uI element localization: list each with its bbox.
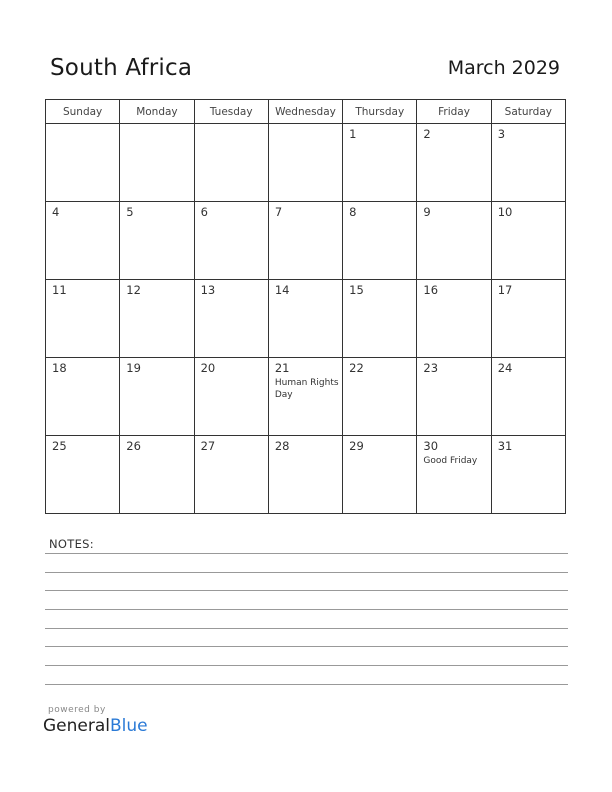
day-cell: [120, 124, 194, 202]
notes-label: NOTES:: [49, 537, 94, 551]
weekday-thursday: Thursday: [343, 100, 417, 124]
day-cell: [417, 436, 491, 514]
day-cell: [46, 280, 120, 358]
day-number: 2: [423, 127, 431, 141]
week-row: [46, 436, 566, 514]
day-number: 23: [423, 361, 439, 375]
day-cell: [194, 202, 268, 280]
day-number: 15: [349, 283, 364, 297]
day-cell: [491, 436, 565, 514]
day-cell: [46, 436, 120, 514]
day-number: 31: [497, 439, 513, 453]
day-number: 3: [497, 127, 506, 141]
day-number: 26: [126, 439, 141, 453]
day-cell: [46, 124, 120, 202]
day-number: 11: [52, 283, 67, 297]
day-cell: [343, 436, 417, 514]
notes-line: [45, 590, 568, 591]
holiday-label: Good Friday: [423, 456, 478, 466]
day-cell: [491, 280, 565, 358]
holiday-label: Human Rights Day: [274, 378, 339, 400]
day-number: 5: [126, 205, 134, 219]
day-cell: [343, 124, 417, 202]
day-cell: [417, 202, 491, 280]
day-number: 6: [200, 205, 208, 219]
day-number: 14: [274, 283, 290, 297]
day-number: 21: [274, 361, 290, 375]
day-cell: [268, 436, 342, 514]
day-number: 24: [497, 361, 513, 375]
weekday-friday: Friday: [417, 100, 491, 124]
day-number: 29: [349, 439, 364, 453]
weekday-monday: Monday: [120, 100, 194, 124]
day-number: 28: [274, 439, 290, 453]
day-cell: [46, 202, 120, 280]
day-number: 16: [423, 283, 439, 297]
day-cell: [417, 358, 491, 436]
powered-by-text: powered by: [48, 705, 106, 715]
weekday-saturday: Saturday: [491, 100, 565, 124]
day-cell: [491, 124, 565, 202]
day-cell: [120, 358, 194, 436]
day-number: 27: [200, 439, 216, 453]
day-number: 22: [349, 361, 364, 375]
notes-line: [45, 665, 568, 666]
day-number: 17: [497, 283, 513, 297]
day-cell: [194, 124, 268, 202]
day-cell: [194, 280, 268, 358]
day-cell: [120, 436, 194, 514]
day-number: 30: [423, 439, 439, 453]
day-number: 1: [349, 127, 357, 141]
day-number: 18: [52, 361, 67, 375]
notes-line: [45, 646, 568, 647]
notes-line: [45, 609, 568, 610]
day-number: 20: [200, 361, 216, 375]
day-number: 9: [423, 205, 431, 219]
logo-blue-text: Blue: [110, 716, 148, 736]
day-cell: [491, 358, 565, 436]
notes-line: [45, 684, 568, 685]
calendar-country-title: South Africa: [50, 55, 193, 81]
day-cell: [46, 358, 120, 436]
day-cell: [343, 202, 417, 280]
day-number: 25: [52, 439, 67, 453]
week-row: [46, 358, 566, 436]
notes-line: [45, 628, 568, 629]
day-cell: [268, 202, 342, 280]
week-row: [46, 280, 566, 358]
day-cell: [268, 124, 342, 202]
day-number: 19: [126, 361, 141, 375]
day-number: 4: [52, 205, 60, 219]
day-cell: [268, 358, 342, 436]
day-cell: [417, 124, 491, 202]
week-row: [46, 124, 566, 202]
day-cell: [343, 358, 417, 436]
notes-line: [45, 553, 568, 554]
day-cell: [417, 280, 491, 358]
week-row: [46, 202, 566, 280]
weekday-header-row: [46, 100, 566, 124]
day-cell: [120, 280, 194, 358]
logo-general-text: General: [43, 716, 110, 736]
day-number: 13: [200, 283, 216, 297]
day-number: 10: [497, 205, 513, 219]
day-number: 12: [126, 283, 141, 297]
day-number: 8: [349, 205, 357, 219]
weekday-wednesday: Wednesday: [268, 100, 342, 124]
day-number: 7: [274, 205, 283, 219]
month-calendar-grid: [45, 99, 566, 514]
generalblue-logo: [43, 716, 148, 736]
day-cell: [194, 436, 268, 514]
day-cell: [491, 202, 565, 280]
notes-line: [45, 572, 568, 573]
calendar-month-title: March 2029: [447, 57, 560, 79]
day-cell: [120, 202, 194, 280]
day-cell: [343, 280, 417, 358]
weekday-sunday: Sunday: [46, 100, 120, 124]
weekday-tuesday: Tuesday: [194, 100, 268, 124]
day-cell: [194, 358, 268, 436]
day-cell: [268, 280, 342, 358]
